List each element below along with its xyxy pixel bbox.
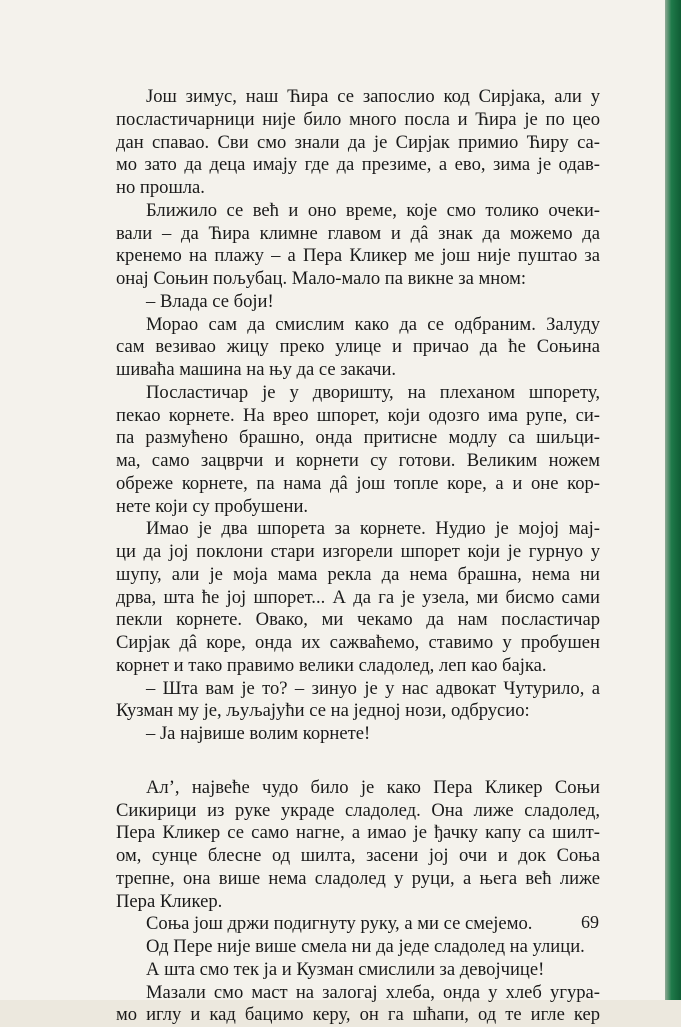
text-line: Ближило се већ и оно време, које смо толико очеки- (146, 199, 600, 221)
section-break (116, 746, 600, 777)
text-line: обреже корнете, па нама дâ још топле коре, а и оне кор- (116, 472, 600, 494)
text-line: трепне, она више нема сладолед у руци, а њега већ лиже (116, 867, 600, 889)
text-line: – Влада се боји! (146, 290, 274, 312)
text-line: пекли корнете. Овако, ми чекамо да нам посластичар (116, 609, 600, 631)
text-line: мо зато да деца имају где да презиме, а ево, зима је одав- (116, 154, 600, 176)
text-line: Сикирици из руке украде сладолед. Она лиже сладолед, (116, 799, 600, 821)
text-line: Ал’, највеће чудо било је како Пера Кликер Соњи (146, 776, 600, 798)
text-line: А шта смо тек ја и Кузман смислили за девојчице! (146, 958, 545, 980)
book-cover-edge (665, 0, 681, 1000)
text-line: шупу, али је моја мама рекла да нема брашна, нема ни (116, 563, 600, 585)
text-line: Пера Кликер се само нагне, а имао је ђачку капу са шилт- (116, 822, 600, 844)
text-line: ом, сунце блесне од шилта, засени јој очи и док Соња (116, 845, 600, 866)
text-line: Имао је два шпорета за корнете. Нудио је мојој мај- (146, 518, 600, 540)
text-line: вали – да Ћира климне главом и дâ знак да можемо да (116, 222, 600, 244)
text-line: Још зимус, наш Ћира се запослио код Сирјака, али у (146, 86, 600, 107)
text-line: посластичарници није било много посла и Ћира је по цео (116, 108, 600, 130)
text-line: мо иглу и кад бацимо керу, он га шћапи, од те игле кер (116, 1004, 600, 1026)
page-text (116, 86, 600, 1027)
text-line: сам везивао жицу преко улице и причао да ће Соњина (116, 336, 600, 358)
page-number: 69 (581, 912, 599, 932)
text-line: па размућено брашно, онда притисне модлу са шиљци- (116, 427, 600, 449)
text-line: Морао сам да смислим како да се одбраним. Залуду (146, 313, 600, 335)
text-line: Соња још држи подигнуту руку, а ми се смејемо. (146, 913, 533, 935)
text-line: кренемо на плажу – а Пера Кликер ме још није пуштао за (116, 245, 600, 267)
text-line: Посластичар је у дворишту, на плеханом шпорету, (146, 381, 600, 403)
text-line: онај Соњин пољубац. Мало-мало па викне за мном: (116, 268, 527, 289)
text-line: – Ја највише волим корнете! (146, 723, 371, 744)
text-line: Кузман му је, љуљајући се на једној нози, одбрусио: (116, 700, 530, 722)
text-line: Пера Кликер. (116, 890, 223, 912)
text-line: – Шта вам је то? – зинуо је у нас адвокат Чутурило, а (146, 677, 600, 699)
text-line: но прошла. (116, 177, 205, 198)
text-line: ма, само зацврчи и корнети су готови. Великим ножем (116, 450, 600, 471)
text-line: пекао корнете. На врео шпорет, који одозго има рупе, си- (116, 404, 600, 426)
text-line: ци да јој поклони стари изгорели шпорет који је гурнуо у (116, 541, 600, 562)
text-line: дрва, шта ће јој шпорет... А да га је узела, ми бисмо сами (116, 586, 600, 608)
text-line: шиваћа машина на њу да се закачи. (116, 359, 397, 380)
text-line: корнет и тако правимо велики сладолед, леп као бајка. (116, 654, 547, 676)
text-line: нете који су пробушени. (116, 495, 309, 517)
text-line: Мазали смо маст на залогај хлеба, онда у хлеб угура- (146, 981, 600, 1003)
text-line: Од Пере није више смела ни да једе сладолед на улици. (146, 936, 585, 957)
text-line: дан спавао. Сви смо знали да је Сирјак примио Ћиру са- (116, 131, 600, 153)
text-line: Сирјак дâ коре, онда их сажваћемо, ставимо у пробушен (116, 632, 600, 653)
